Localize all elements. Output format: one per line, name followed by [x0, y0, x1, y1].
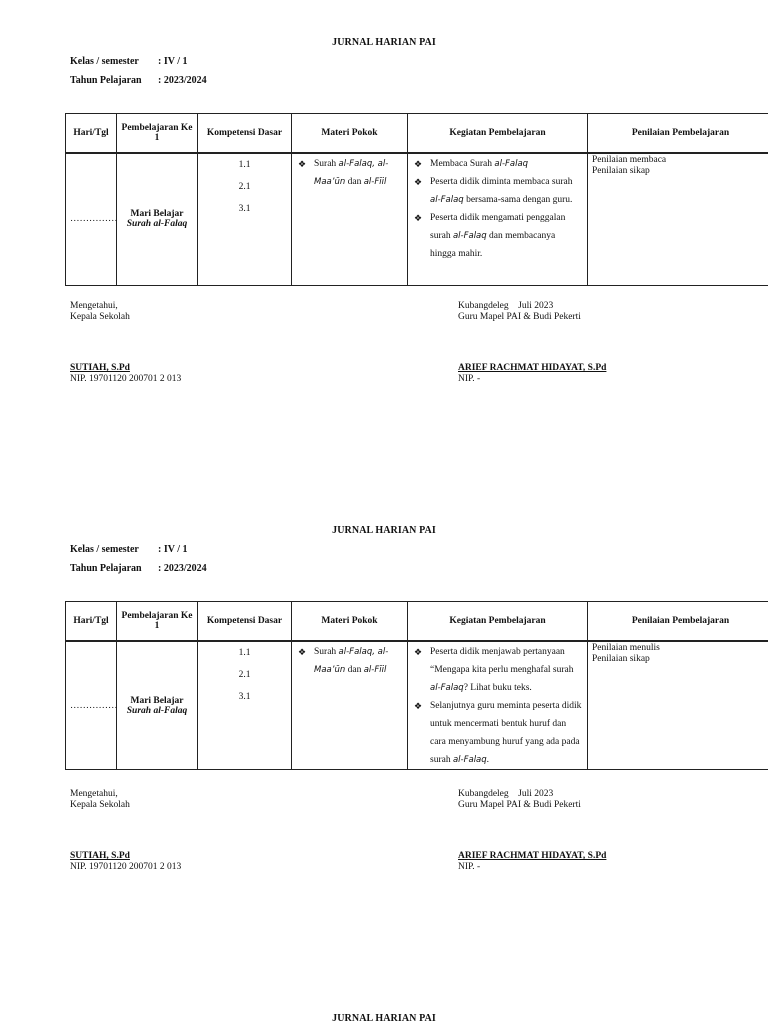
materi-cell	[292, 641, 408, 770]
right-sig-nip: NIP. -	[458, 861, 481, 872]
right-sig-line1: Kubangdeleg Juli 2023	[458, 301, 554, 311]
kegiatan-item: ❖ Peserta didik mengamati penggalan surah al-Falaq dan membacanya hingga mahir.	[430, 209, 583, 263]
header-1: Pembelajaran Ke 1	[117, 114, 198, 154]
penilaian-item: Penilaian sikap	[592, 165, 650, 176]
kd-item: 2.1	[238, 670, 251, 680]
header-2: Kompetensi Dasar	[198, 114, 292, 154]
table-row	[66, 641, 768, 770]
tahun-row	[70, 75, 207, 86]
tahun-value: : 2023/2024	[158, 563, 207, 574]
left-sig-name: SUTIAH, S.Pd	[70, 851, 130, 861]
right-sig-line1: Kubangdeleg Juli 2023	[458, 789, 554, 799]
left-sig-line1: Mengetahui,	[70, 301, 118, 311]
tahun-label: Tahun Pelajaran	[70, 563, 142, 574]
kd-item: 1.1	[238, 648, 251, 658]
right-signature	[458, 789, 606, 872]
penilaian-item: Penilaian membaca	[592, 155, 667, 165]
kd-cell	[198, 641, 292, 770]
table-row	[66, 153, 768, 285]
right-signature	[458, 301, 606, 384]
header-2: Kompetensi Dasar	[198, 602, 292, 642]
materi-cell	[292, 153, 408, 285]
kd-item: 1.1	[238, 160, 251, 170]
pembelajaran-line1: Mari Belajar	[130, 209, 184, 220]
kd-item: 3.1	[238, 692, 251, 702]
page-title: JURNAL HARIAN PAI	[332, 37, 436, 48]
penilaian-item: Penilaian sikap	[592, 653, 650, 664]
diamond-bullet-icon: ❖	[414, 213, 423, 223]
kegiatan-item: ❖ Selanjutnya guru meminta peserta didik untuk mencermati bentuk huruf dan cara menyambung huruf yang ada pada surah al-Falaq.	[430, 697, 583, 769]
journal-page	[0, 488, 768, 968]
kelas-label: Kelas / semester	[70, 544, 139, 555]
kd-cell	[198, 153, 292, 285]
pembelajaran-cell	[117, 641, 198, 770]
table-header-row	[66, 602, 768, 642]
diamond-bullet-icon: ❖	[414, 159, 423, 169]
right-sig-name: ARIEF RACHMAT HIDAYAT, S.Pd	[458, 851, 607, 861]
kd-item: 2.1	[238, 182, 251, 192]
left-sig-line2: Kepala Sekolah	[70, 311, 130, 322]
kegiatan-cell	[408, 153, 588, 285]
left-signature	[70, 301, 181, 384]
kelas-row	[70, 56, 188, 67]
diamond-bullet-icon: ❖	[414, 177, 423, 187]
header-0: Hari/Tgl	[66, 602, 117, 642]
journal-table	[65, 113, 768, 286]
hari-cell: ……………	[66, 153, 117, 285]
hari-cell: ……………	[66, 641, 117, 770]
diamond-bullet-icon: ❖	[414, 701, 423, 711]
tahun-value: : 2023/2024	[158, 75, 207, 86]
right-sig-nip: NIP. -	[458, 373, 481, 384]
kelas-value: : IV / 1	[158, 544, 188, 555]
tahun-row	[70, 563, 207, 574]
header-3: Materi Pokok	[292, 114, 408, 154]
journal-table	[65, 601, 768, 770]
penilaian-item: Penilaian menulis	[592, 643, 660, 653]
pembelajaran-cell	[117, 153, 198, 285]
header-3: Materi Pokok	[292, 602, 408, 642]
header-1: Pembelajaran Ke 1	[117, 602, 198, 642]
next-page-title: JURNAL HARIAN PAI	[332, 1013, 436, 1024]
right-sig-line2: Guru Mapel PAI & Budi Pekerti	[458, 311, 581, 322]
penilaian-cell	[588, 641, 768, 770]
header-5: Penilaian Pembelajaran	[588, 602, 768, 642]
kegiatan-item: ❖ Membaca Surah al-Falaq	[430, 155, 583, 173]
page-title: JURNAL HARIAN PAI	[332, 525, 436, 536]
kelas-value: : IV / 1	[158, 56, 188, 67]
kelas-row	[70, 544, 188, 555]
pembelajaran-line1: Mari Belajar	[130, 695, 184, 706]
header-0: Hari/Tgl	[66, 114, 117, 154]
materi-item: ❖ Surah al-Falaq, al-Maa’ūn dan al-Fīil	[314, 643, 403, 679]
table-header-row	[66, 114, 768, 154]
right-sig-line2: Guru Mapel PAI & Budi Pekerti	[458, 799, 581, 810]
left-signature	[70, 789, 181, 872]
kelas-label: Kelas / semester	[70, 56, 139, 67]
diamond-bullet-icon: ❖	[298, 647, 307, 657]
header-4: Kegiatan Pembelajaran	[408, 114, 588, 154]
header-4: Kegiatan Pembelajaran	[408, 602, 588, 642]
penilaian-cell	[588, 153, 768, 285]
kegiatan-item: ❖ Peserta didik menjawab pertanyaan “Mengapa kita perlu menghafal surah al-Falaq? Lihat buku teks.	[430, 643, 583, 697]
right-sig-name: ARIEF RACHMAT HIDAYAT, S.Pd	[458, 363, 607, 373]
kegiatan-item: ❖ Peserta didik diminta membaca surah al-Falaq bersama-sama dengan guru.	[430, 173, 583, 209]
diamond-bullet-icon: ❖	[298, 159, 307, 169]
pembelajaran-line2: Surah al-Falaq	[126, 219, 188, 230]
left-sig-name: SUTIAH, S.Pd	[70, 363, 130, 373]
materi-item: ❖ Surah al-Falaq, al-Maa’ūn dan al-Fīil	[314, 155, 403, 191]
tahun-label: Tahun Pelajaran	[70, 75, 142, 86]
left-sig-nip: NIP. 19701120 200701 2 013	[70, 373, 182, 384]
left-sig-line1: Mengetahui,	[70, 789, 118, 799]
diamond-bullet-icon: ❖	[414, 647, 423, 657]
header-5: Penilaian Pembelajaran	[588, 114, 768, 154]
journal-page	[0, 0, 768, 480]
kegiatan-cell	[408, 641, 588, 770]
kd-item: 3.1	[238, 204, 251, 214]
left-sig-nip: NIP. 19701120 200701 2 013	[70, 861, 182, 872]
left-sig-line2: Kepala Sekolah	[70, 799, 130, 810]
pembelajaran-line2: Surah al-Falaq	[126, 705, 188, 716]
